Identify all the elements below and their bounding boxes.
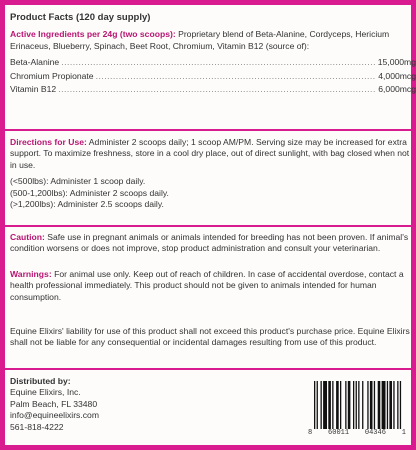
barcode-digits-right: 04346 (364, 429, 386, 437)
ingredient-amount: 15,000mg (377, 57, 416, 68)
leader-dots (96, 71, 377, 82)
leader-dots (61, 57, 376, 68)
distributor-title: Distributed by: (10, 376, 71, 386)
liability-section (5, 326, 416, 349)
liability-text: Equine Elixirs' liability for use of this product shall not exceed this product's purchase price. Equine Elixirs shall not be liable for any consequential or incidental damages resulting from use of this product. (10, 326, 410, 348)
section-divider (5, 225, 411, 227)
barcode-bar (393, 381, 394, 429)
barcode-bar (332, 381, 333, 429)
caution-section (5, 232, 416, 255)
distributor-phone: 561-818-4222 (10, 421, 64, 432)
barcode-bar (378, 381, 381, 429)
ingredient-row (10, 71, 416, 82)
active-ingredients-label: Active Ingredients per 24g (two scoops): (10, 29, 176, 40)
warnings-label: Warnings: (10, 269, 52, 279)
barcode-bar (382, 381, 386, 429)
barcode-bar (374, 381, 375, 429)
barcode-digit-right: 1 (401, 429, 406, 437)
barcode-digit-left: 8 (308, 429, 313, 437)
label-panel (5, 5, 416, 445)
barcode-bar (353, 381, 354, 429)
barcode-digits (308, 429, 406, 438)
product-facts-section (5, 12, 416, 95)
section-divider (5, 129, 411, 131)
active-ingredients-text: Proprietary blend of Beta-Alanine, Cordyceps, Hericium Erinaceus, Blueberry, Spinach, Beet Root, Chromium, Vitamin B12 (source of): (10, 29, 390, 51)
dosing-item: (<500lbs): Administer 1 scoop daily. (10, 176, 146, 187)
barcode-bar (387, 381, 388, 429)
ingredient-row (10, 57, 416, 68)
ingredient-name: Vitamin B12 (10, 84, 57, 95)
barcode-bar (317, 381, 318, 435)
directions-paragraph (10, 137, 416, 171)
barcode-bar (321, 381, 322, 429)
barcode-bar (345, 381, 346, 429)
barcode-bar (400, 381, 401, 435)
barcode-bar (328, 381, 331, 429)
warnings-section (5, 269, 416, 303)
caution-label: Caution: (10, 232, 45, 242)
product-facts-title: Product Facts (120 day supply) (10, 12, 151, 23)
section-divider (5, 368, 411, 370)
barcode-digits-left: 60011 (328, 429, 350, 437)
barcode-bar (336, 381, 339, 429)
barcode-bar (356, 381, 357, 429)
barcode-bar (370, 381, 373, 429)
distributor-section (5, 376, 295, 433)
barcode-bar (314, 381, 315, 435)
leader-dots (58, 84, 376, 95)
barcode-bar (340, 381, 341, 429)
barcode-bar (389, 381, 392, 429)
dosing-item: (>1,200lbs): Administer 2.5 scoops daily. (10, 199, 164, 210)
ingredient-name: Beta-Alanine (10, 57, 60, 68)
barcode-bar (397, 381, 398, 435)
dosing-list (10, 176, 416, 210)
dosing-item: (500-1,200lbs): Administer 2 scoops daily. (10, 187, 169, 198)
distributor-name: Equine Elixirs, Inc. (10, 387, 81, 398)
barcode-bar (358, 381, 359, 435)
warnings-text: For animal use only. Keep out of reach of children. In case of accidental overdose, contact a health professional immediately. This product should not be given to animals intended for human consumption. (10, 269, 404, 302)
ingredient-name: Chromium Propionate (10, 70, 94, 81)
caution-text: Safe use in pregnant animals or animals intended for breeding has not been proven. If animal's condition worsens or does not improve, stop product administration and consult your veterinarian. (10, 232, 409, 254)
directions-label: Directions for Use: (10, 137, 87, 147)
barcode-bar (323, 381, 327, 429)
directions-section (5, 137, 416, 210)
distributor-city: Palm Beach, FL 33480 (10, 398, 98, 409)
barcode-bar (348, 381, 351, 429)
active-ingredients-paragraph (10, 29, 416, 52)
directions-text: Administer 2 scoops daily; 1 scoop AM/PM. Serving size may be increased for extra support. To maximize freshness, store in a cool dry place, out of direct sunlight, with bag closed when not in use. (10, 137, 410, 170)
barcode-bar (367, 381, 368, 429)
barcode (308, 379, 406, 439)
ingredient-row (10, 84, 416, 95)
ingredient-amount: 4,000mcg (378, 70, 416, 81)
distributor-email: info@equineelixirs.com (10, 410, 99, 421)
barcode-bar (362, 381, 363, 429)
ingredient-list (10, 57, 416, 95)
ingredient-amount: 6,000mcg (378, 84, 416, 95)
